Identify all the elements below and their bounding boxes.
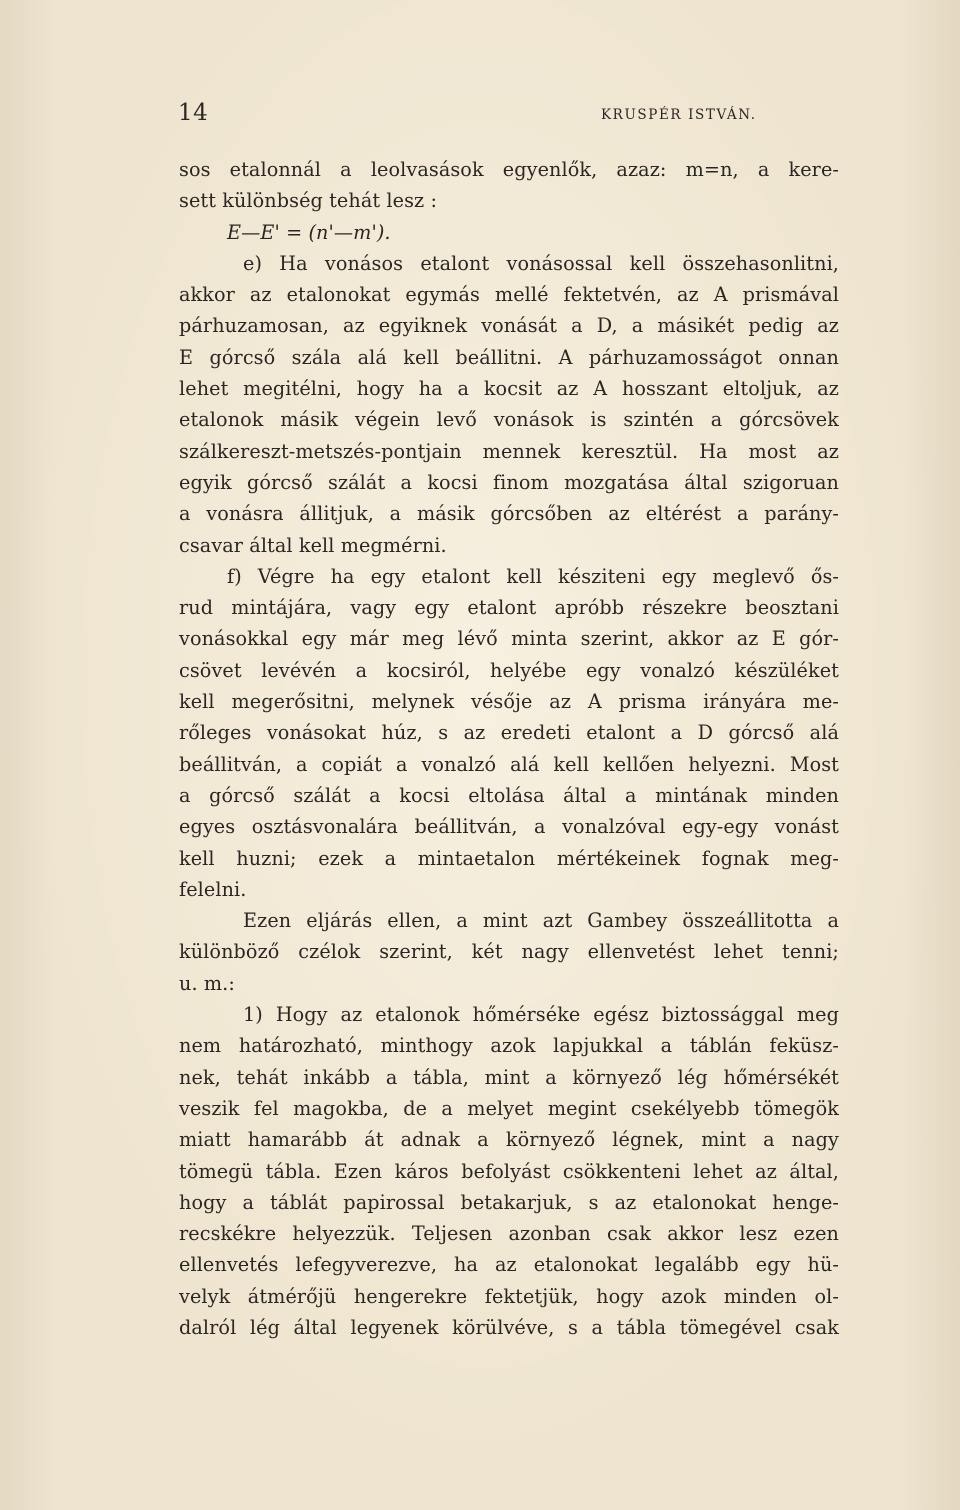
text-line: E górcső szála alá kell beállitni. A párhuzamosságot onnan <box>179 345 839 369</box>
text-line: a vonásra állitjuk, a másik górcsőben az eltérést a parány- <box>179 502 839 526</box>
text-line: tömegü tábla. Ezen káros befolyást csökkenteni lehet az által, <box>179 1159 839 1183</box>
paragraph-start-e: e) Ha vonásos etalont vonásossal kell összehasonlitni, <box>243 251 839 275</box>
text-line: rőleges vonásokat húz, s az eredeti etalont a D górcső alá <box>179 721 839 745</box>
text-line: sos etalonnál a leolvasások egyenlők, azaz: m=n, a kere- <box>179 158 839 181</box>
text-line: etalonok másik végein levő vonások is szintén a górcsövek <box>179 408 839 432</box>
text-line: a górcső szálát a kocsi eltolása által a mintának minden <box>179 783 839 807</box>
text-line: vonásokkal egy már meg lévő minta szerint, akkor az E gór- <box>179 627 839 651</box>
body-text <box>179 154 839 1343</box>
text-line: ellenvetés lefegyverezve, ha az etalonokat legalább egy hü- <box>179 1253 839 1277</box>
paragraph-start-1: 1) Hogy az etalonok hőmérséke egész biztossággal meg <box>243 1003 839 1027</box>
text-line: csövet levévén a kocsiról, helyébe egy vonalzó készüléket <box>179 658 839 682</box>
text-line: felelni. <box>179 877 247 901</box>
text-line: sett különbség tehát lesz : <box>179 189 438 213</box>
formula-line: E—E' = (n'—m'). <box>227 220 391 244</box>
text-line: különböző czélok szerint, két nagy ellenvetést lehet tenni; <box>179 940 839 964</box>
paragraph-start-f: f) Végre ha egy etalont kell késziteni egy meglevő ős- <box>227 564 839 588</box>
text-line: kell megerősitni, melynek vésője az A prisma irányára me- <box>179 690 839 714</box>
text-line: u. m.: <box>179 971 235 995</box>
text-line: beállitván, a copiát a vonalzó alá kell kellően helyezni. Most <box>179 752 839 776</box>
text-line: nek, tehát inkább a tábla, mint a környező lég hőmérsékét <box>179 1065 839 1089</box>
text-line: miatt hamarább át adnak a környező légnek, mint a nagy <box>179 1128 839 1152</box>
text-line: szálkereszt-metszés-pontjain mennek keresztül. Ha most az <box>179 439 839 463</box>
text-line: hogy a táblát papirossal betakarjuk, s az etalonokat henge- <box>179 1190 839 1214</box>
text-line: dalról lég által legyenek körülvéve, s a tábla tömegével csak <box>179 1315 839 1339</box>
text-line: csavar által kell megmérni. <box>179 533 447 557</box>
page-number: 14 <box>178 100 209 126</box>
running-head: KRUSPÉR ISTVÁN. <box>601 107 757 123</box>
page-header <box>178 100 838 132</box>
paragraph-start: Ezen eljárás ellen, a mint azt Gambey összeállitotta a <box>243 909 839 933</box>
text-line: kell huzni; ezek a mintaetalon mértékeinek fognak meg- <box>179 846 839 870</box>
text-line: párhuzamosan, az egyiknek vonását a D, a másikét pedig az <box>179 314 839 338</box>
text-line: egyik górcső szálát a kocsi finom mozgatása által szigoruan <box>179 470 839 494</box>
text-line: rud mintájára, vagy egy etalont apróbb részekre beosztani <box>179 596 839 620</box>
text-line: recskékre helyezzük. Teljesen azonban csak akkor lesz ezen <box>179 1222 839 1246</box>
text-line: akkor az etalonokat egymás mellé fektetvén, az A prismával <box>179 283 839 307</box>
text-line: lehet megitélni, hogy ha a kocsit az A hosszant eltoljuk, az <box>179 377 839 401</box>
text-line: egyes osztásvonalára beállitván, a vonalzóval egy-egy vonást <box>179 815 839 839</box>
text-line: veszik fel magokba, de a melyet megint csekélyebb tömegök <box>179 1096 839 1120</box>
text-line: velyk átmérőjü hengerekre fektetjük, hogy azok minden ol- <box>179 1284 839 1308</box>
text-line: nem határozható, minthogy azok lapjukkal a táblán feküsz- <box>179 1034 839 1058</box>
